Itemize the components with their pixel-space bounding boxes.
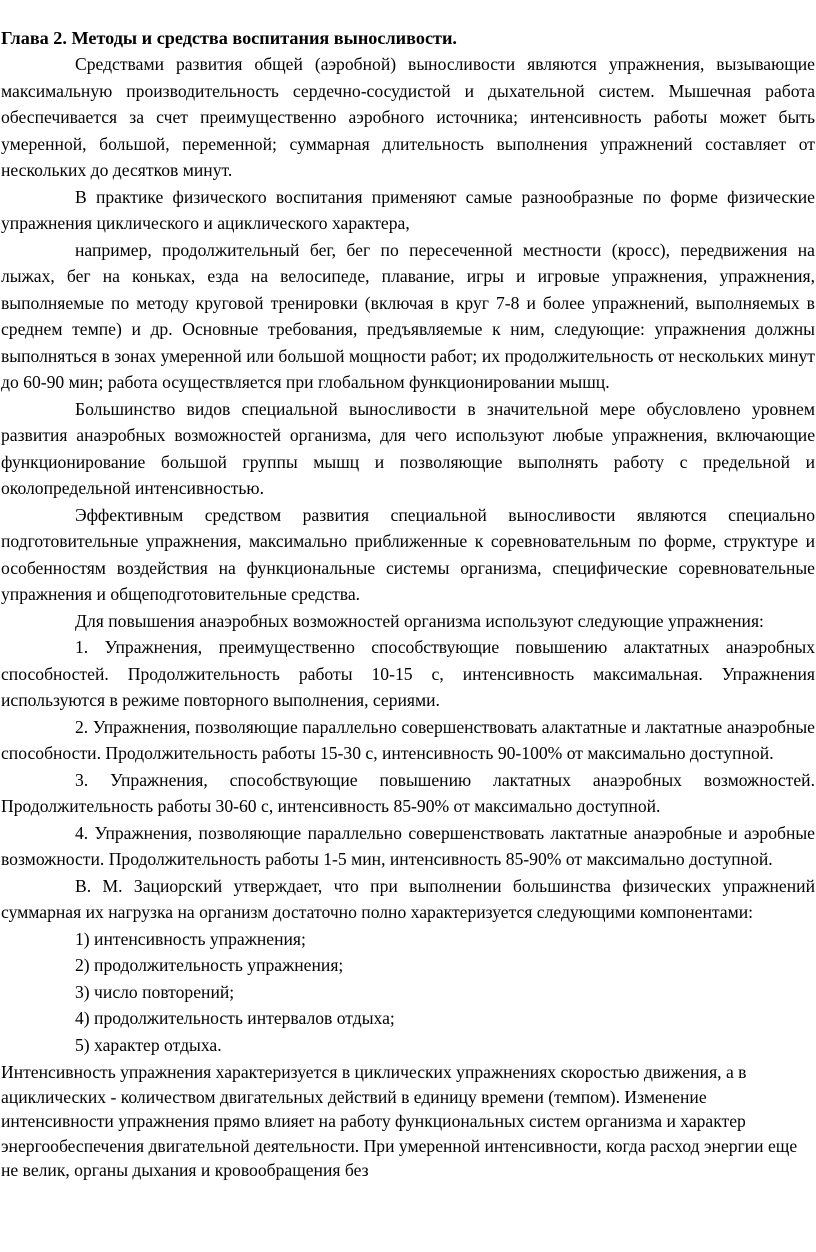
paragraph-effective-means: Эффективным средством развития специальной выносливости являются специально подготовительные упражнения, максимально приближенные к соревновательным по форме, структуре и особенностям воздействия на функциональные системы организма, специфические соревновательные упражнения и общеподготовительные средства. — [1, 504, 815, 604]
paragraph-special-endurance: Большинство видов специальной выносливости в значительной мере обусловлено уровнем развития анаэробных возможностей организма, для чего используют любые упражнения, включающие функционирование большой группы мышц и позволяющие выполнять работу с предельной и околопредельной интенсивностью. — [1, 398, 815, 498]
list-item: 5) характер отдыха. — [75, 1034, 222, 1055]
paragraph-exercise-4: 4. Упражнения, позволяющие параллельно совершенствовать лактатные анаэробные и аэробные возможности. Продолжительность работы 1-5 мин, интенсивность 85-90% от максимально доступной. — [1, 822, 815, 869]
components-list — [0, 926, 816, 1059]
paragraph-exercise-2: 2. Упражнения, позволяющие параллельно совершенствовать алактатные и лактатные анаэробные способности. Продолжительность работы 15-30 с, интенсивность 90-100% от максимально доступной. — [1, 716, 815, 763]
paragraph-intensity: Интенсивность упражнения характеризуется в циклических упражнениях скоростью движения, а в ациклических - количеством двигательных действий в единицу времени (темпом). Изменение интенсивности упражнения прямо влияет на работу функциональных систем организма и характер энергообеспечения двигательной деятельности. При умеренной интенсивности, когда расход энергии еще не велик, органы дыхания и кровообращения без — [1, 1062, 798, 1180]
paragraph-anaerobic-intro: Для повышения анаэробных возможностей организма используют следующие упражнения: — [75, 610, 764, 631]
paragraph-zatsiorsky: В. М. Зациорский утверждает, что при выполнении большинства физических упражнений суммарная их нагрузка на организм достаточно полно характеризуется следующими компонентами: — [1, 875, 815, 922]
paragraph-aerobic-means: Средствами развития общей (аэробной) выносливости являются упражнения, вызывающие максимальную производительность сердечно-сосудистой и дыхательной систем. Мышечная работа обеспечивается за счет преимущественно аэробного источника; интенсивность работы может быть умеренной, большой, переменной; суммарная длительность выполнения упражнений составляет от нескольких до десятков минут. — [1, 54, 815, 180]
list-item: 4) продолжительность интервалов отдыха; — [75, 1008, 395, 1028]
paragraph-exercise-3: 3. Упражнения, способствующие повышению лактатных анаэробных возможностей. Продолжительность работы 30-60 с, интенсивность 85-90% от максимально доступной. — [1, 769, 815, 816]
paragraph-examples: например, продолжительный бег, бег по пересеченной местности (кросс), передвижения на лыжах, бег на коньках, езда на велосипеде, плавание, игры и игровые упражнения, упражнения, выполняемые по методу круговой тренировки (включая в круг 7-8 и более упражнений, выполняемых в среднем темпе) и др. Основные требования, предъявляемые к ним, следующие: упражнения должны выполняться в зонах умеренной или большой мощности работ; их продолжительность от нескольких минут до 60-90 мин; работа осуществляется при глобальном функционировании мышц. — [1, 239, 815, 392]
chapter-title: Глава 2. Методы и средства воспитания выносливости. — [1, 28, 457, 48]
paragraph-exercise-1: 1. Упражнения, преимущественно способствующие повышению алактатных анаэробных способностей. Продолжительность работы 10-15 с, интенсивность максимальная. Упражнения используются в режиме повторного выполнения, сериями. — [1, 637, 815, 710]
list-item: 1) интенсивность упражнения; — [75, 928, 306, 949]
list-item: 3) число повторений; — [75, 981, 235, 1002]
paragraph-practice: В практике физического воспитания применяют самые разнообразные по форме физические упражнения циклического и ациклического характера, — [1, 186, 815, 233]
list-item: 2) продолжительность упражнения; — [75, 955, 344, 975]
